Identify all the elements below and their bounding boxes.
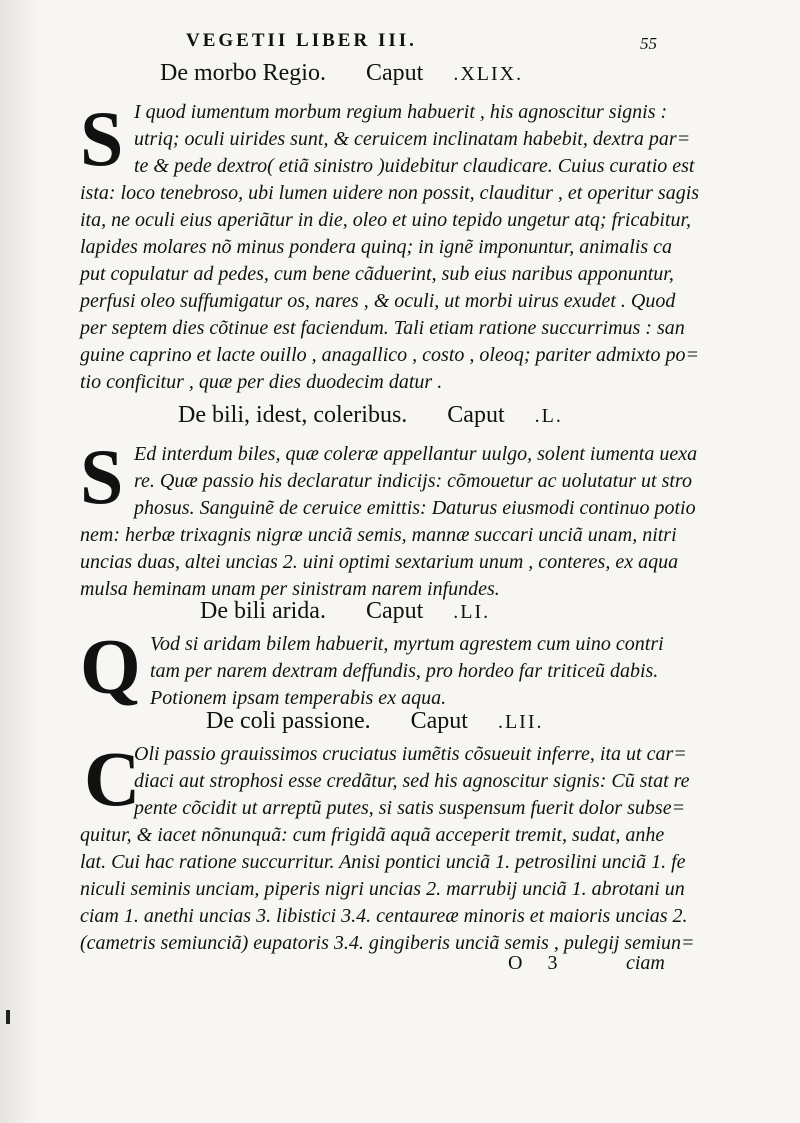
- text-line: utriq; oculi uirides sunt, & ceruicem inclinatam habebit, dextra par=: [134, 128, 691, 150]
- section-heading: [200, 598, 490, 625]
- text-line: lat. Cui hac ratione succurritur. Anisi pontici unciã 1. petrosilini unciã 1. fe: [80, 851, 686, 873]
- signature-mark: O 3: [508, 952, 568, 974]
- caput-label: Caput: [410, 708, 468, 734]
- section-title: De bili arida.: [200, 598, 326, 624]
- text-line: diaci aut strophosi esse credãtur, sed his agnoscitur signis: Cũ stat re: [134, 770, 690, 792]
- text-line: guine caprino et lacte ouillo , anagallico , costo , oleoq; pariter admixto po=: [80, 344, 699, 366]
- chapter-numeral: .XLIX.: [453, 63, 524, 85]
- chapter-numeral: .LII.: [497, 711, 544, 733]
- section-title: De morbo Regio.: [160, 60, 326, 86]
- margin-mark: [6, 1010, 10, 1024]
- drop-cap: Q: [80, 623, 141, 710]
- text-line: quitur, & iacet nõnunquã: cum frigidã aquã acceperit tremit, sudat, anhe: [80, 824, 665, 846]
- chapter-numeral: .L.: [534, 405, 563, 427]
- text-line: uncias duas, altei uncias 2. uini optimi sextarium unum , conteres, ex aqua: [80, 551, 679, 573]
- text-line: ciam 1. anethi uncias 3. libistici 3.4. centaureæ minoris et maioris uncias 2.: [80, 905, 688, 927]
- text-line: niculi seminis unciam, piperis nigri uncias 2. marrubij unciã 1. abrotani un: [80, 878, 685, 900]
- section-heading: [206, 708, 544, 735]
- text-line: Oli passio grauissimos cruciatus iumẽtis cõsueuit inferre, ita ut car=: [134, 743, 687, 765]
- text-line: Potionem ipsam temperabis ex aqua.: [150, 687, 447, 709]
- text-line: pente cõcidit ut arreptũ putes, si satis suspensum fuerit dolor subse=: [134, 797, 686, 819]
- text-line: perfusi oleo suffumigatur os, nares , & oculi, ut morbi uirus exudet . Quod: [80, 290, 676, 312]
- folio-number: 55: [640, 34, 657, 53]
- text-line: lapides molares nõ minus pondera quinq; in ignẽ imponuntur, animalis ca: [80, 236, 673, 258]
- text-line: re. Quæ passio his declaratur indicijs: cõmouetur ac uolutatur ut stro: [134, 470, 692, 492]
- section-heading: [178, 402, 563, 429]
- text-line: ita, ne oculi eius aperiãtur in die, oleo et uino tepido ungetur atq; fricabitur,: [80, 209, 692, 231]
- catchword: ciam: [626, 952, 665, 974]
- caput-label: Caput: [365, 598, 424, 624]
- text-line: Vod si aridam bilem habuerit, myrtum agrestem cum uino contri: [150, 633, 664, 655]
- caput-label: Caput: [365, 60, 424, 86]
- section-heading: [160, 60, 523, 87]
- text-line: te & pede dextro( etiã sinistro )uidebitur claudicare. Cuius curatio est: [134, 155, 695, 177]
- text-line: I quod iumentum morbum regium habuerit , his agnoscitur signis :: [134, 101, 668, 123]
- text-line: ista: loco tenebroso, ubi lumen uidere non possit, clauditur , et operitur sagis: [80, 182, 700, 204]
- text-line: per septem dies cõtinue est faciendum. Tali etiam ratione succurrimus : san: [80, 317, 685, 339]
- section-title: De bili, idest, coleribus.: [178, 402, 408, 428]
- text-line: phosus. Sanguinẽ de ceruice emittis: Daturus eiusmodi continuo potio: [134, 497, 696, 519]
- text-line: mulsa heminam unam per sinistram narem infundes.: [80, 578, 500, 600]
- text-line: tio conficitur , quæ per dies duodecim datur .: [80, 371, 443, 393]
- chapter-numeral: .LI.: [453, 601, 491, 623]
- section-title: De coli passione.: [206, 708, 371, 734]
- drop-cap: C: [84, 735, 141, 822]
- text-line: put copulatur ad pedes, cum bene cãduerint, sub eius naribus apponuntur,: [80, 263, 674, 285]
- text-line: nem: herbæ trixagnis nigræ unciã semis, mannæ succari unciã unam, nitri: [80, 524, 677, 546]
- text-line: tam per narem dextram deffundis, pro hordeo far triticeũ dabis.: [150, 660, 659, 682]
- drop-cap: S: [80, 95, 124, 182]
- drop-cap: S: [80, 433, 124, 520]
- text-line: (cametris semiunciã) eupatoris 3.4. gingiberis unciã semis , pulegij semiun=: [80, 932, 695, 954]
- running-head: VEGETII LIBER III.: [186, 30, 417, 51]
- text-line: Ed interdum biles, quæ coleræ appellantur uulgo, solent iumenta uexa: [134, 443, 698, 465]
- caput-label: Caput: [447, 402, 505, 428]
